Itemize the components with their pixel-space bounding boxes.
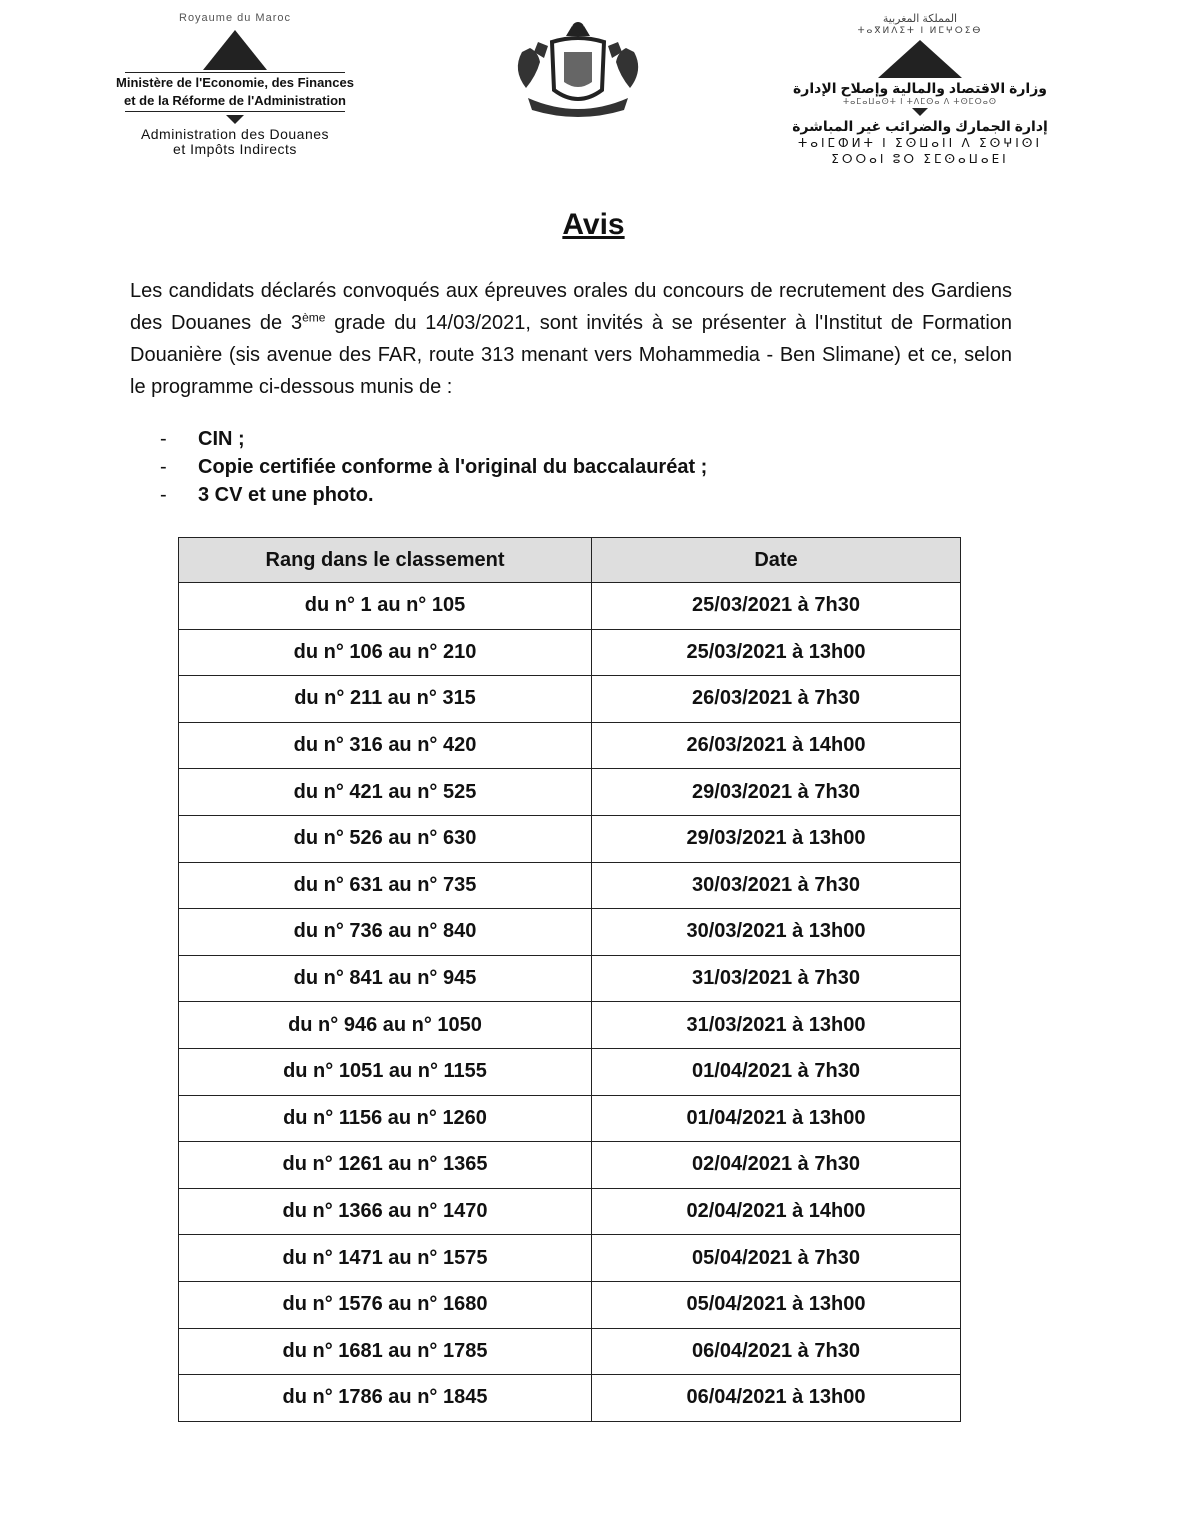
requirement-text: CIN ; (198, 428, 245, 450)
admin-tifinagh-line2: ⵉⵔⵔⴰⵏ ⵓⵔ ⵉⵎⵙⴰⵡⴰⴹⵏ (831, 152, 1009, 166)
date-cell: 26/03/2021 à 7h30 (592, 676, 961, 723)
date-cell: 05/04/2021 à 7h30 (592, 1235, 961, 1282)
divider (125, 72, 345, 73)
date-cell: 06/04/2021 à 13h00 (592, 1375, 961, 1422)
kingdom-arabic: المملكة المغربية (882, 13, 958, 25)
rank-cell: du n° 736 au n° 840 (179, 909, 592, 956)
intro-paragraph (130, 275, 1012, 403)
rank-cell: du n° 106 au n° 210 (179, 629, 592, 676)
admin-tifinagh-line1: ⵜⴰⵏⵎⵀⵍⵜ ⵏ ⵉⵙⵡⴰⵏⵏ ⴷ ⵉⵙⵖⵏⵙⵏ (798, 136, 1042, 150)
requirement-text: Copie certifiée conforme à l'original du baccalauréat ; (198, 456, 708, 478)
date-cell: 01/04/2021 à 13h00 (592, 1095, 961, 1142)
intro-text-start: Les candidats déclarés convoqués aux épreuves orales du concours de recrutement des Gardiens des Douanes de 3 (130, 280, 1012, 334)
intro-text-end: grade du 14/03/2021, sont invités à se présenter à l'Institut de Formation Douanière (sis avenue des FAR, route 313 menant vers Mohammedia - Ben Slimane) et ce, selon le programme ci-dessous munis de : (130, 312, 1013, 398)
royal-coat-of-arms-icon (508, 12, 648, 122)
table-row (179, 769, 961, 816)
table-row (179, 1281, 961, 1328)
rank-cell: du n° 316 au n° 420 (179, 722, 592, 769)
table-row (179, 1188, 961, 1235)
rank-cell: du n° 1156 au n° 1260 (179, 1095, 592, 1142)
date-cell: 29/03/2021 à 7h30 (592, 769, 961, 816)
kingdom-tifinagh: ⵜⴰⴳⵍⴷⵉⵜ ⵏ ⵍⵎⵖⵔⵉⴱ (857, 25, 983, 35)
table-row (179, 1328, 961, 1375)
list-item (160, 425, 707, 453)
admin-line1: Administration des Douanes (140, 126, 330, 142)
date-cell: 25/03/2021 à 7h30 (592, 583, 961, 630)
ministry-arabic: وزارة الاقتصاد والمالية وإصلاح الإدارة (793, 80, 1047, 96)
date-cell: 31/03/2021 à 7h30 (592, 955, 961, 1002)
rank-cell: du n° 1576 au n° 1680 (179, 1281, 592, 1328)
intro-superscript: ème (302, 310, 326, 325)
table-header-row (179, 538, 961, 583)
requirements-list (160, 425, 707, 509)
ministry-line2: et de la Réforme de l'Administration (124, 93, 346, 108)
dash-icon: - (160, 484, 167, 506)
rank-cell: du n° 211 au n° 315 (179, 676, 592, 723)
rank-cell: du n° 526 au n° 630 (179, 815, 592, 862)
rank-cell: du n° 841 au n° 945 (179, 955, 592, 1002)
header-rank: Rang dans le classement (179, 538, 592, 583)
table-row (179, 1235, 961, 1282)
dash-icon: - (160, 428, 167, 450)
rank-cell: du n° 1366 au n° 1470 (179, 1188, 592, 1235)
date-cell: 29/03/2021 à 13h00 (592, 815, 961, 862)
rank-cell: du n° 1471 au n° 1575 (179, 1235, 592, 1282)
ministry-logo-icon-right (878, 40, 962, 78)
date-cell: 05/04/2021 à 13h00 (592, 1281, 961, 1328)
ministry-tifinagh: ⵜⴰⵎⴰⵡⴰⵙⵜ ⵏ ⵜⴷⵎⵙⴰ ⴷ ⵜⵙⵎⵔⴰⵙ (842, 97, 998, 106)
table-row (179, 1048, 961, 1095)
rank-cell: du n° 1681 au n° 1785 (179, 1328, 592, 1375)
date-cell: 26/03/2021 à 14h00 (592, 722, 961, 769)
rank-cell: du n° 1786 au n° 1845 (179, 1375, 592, 1422)
date-cell: 02/04/2021 à 7h30 (592, 1142, 961, 1189)
table-row (179, 815, 961, 862)
admin-line2: et Impôts Indirects (173, 141, 297, 157)
table-row (179, 862, 961, 909)
kingdom-label: Royaume du Maroc (179, 12, 291, 24)
date-cell: 30/03/2021 à 7h30 (592, 862, 961, 909)
header-date: Date (592, 538, 961, 583)
left-header (95, 12, 375, 157)
rank-cell: du n° 946 au n° 1050 (179, 1002, 592, 1049)
ministry-logo-icon (203, 30, 267, 70)
table-row (179, 1002, 961, 1049)
dash-icon: - (160, 456, 167, 478)
date-cell: 30/03/2021 à 13h00 (592, 909, 961, 956)
table-row (179, 1375, 961, 1422)
divider (125, 111, 345, 112)
admin-arabic: إدارة الجمارك والضرائب غير المباشرة (792, 118, 1048, 134)
table-row (179, 583, 961, 630)
table-row (179, 1095, 961, 1142)
table-row (179, 722, 961, 769)
date-cell: 02/04/2021 à 14h00 (592, 1188, 961, 1235)
rank-cell: du n° 1051 au n° 1155 (179, 1048, 592, 1095)
list-item (160, 453, 707, 481)
logo-arrow-icon-right (912, 108, 928, 116)
table-row (179, 955, 961, 1002)
date-cell: 06/04/2021 à 7h30 (592, 1328, 961, 1375)
rank-cell: du n° 1 au n° 105 (179, 583, 592, 630)
rank-cell: du n° 421 au n° 525 (179, 769, 592, 816)
right-header (755, 12, 1085, 167)
ministry-line1: Ministère de l'Economie, des Finances (116, 75, 354, 90)
rank-cell: du n° 631 au n° 735 (179, 862, 592, 909)
page-title: Avis (562, 208, 625, 241)
schedule-table (178, 537, 961, 1422)
table-row (179, 909, 961, 956)
table-row (179, 676, 961, 723)
logo-arrow-icon (226, 115, 244, 124)
rank-cell: du n° 1261 au n° 1365 (179, 1142, 592, 1189)
date-cell: 31/03/2021 à 13h00 (592, 1002, 961, 1049)
table-row (179, 1142, 961, 1189)
date-cell: 25/03/2021 à 13h00 (592, 629, 961, 676)
list-item (160, 481, 707, 509)
table-row (179, 629, 961, 676)
date-cell: 01/04/2021 à 7h30 (592, 1048, 961, 1095)
requirement-text: 3 CV et une photo. (198, 484, 374, 506)
